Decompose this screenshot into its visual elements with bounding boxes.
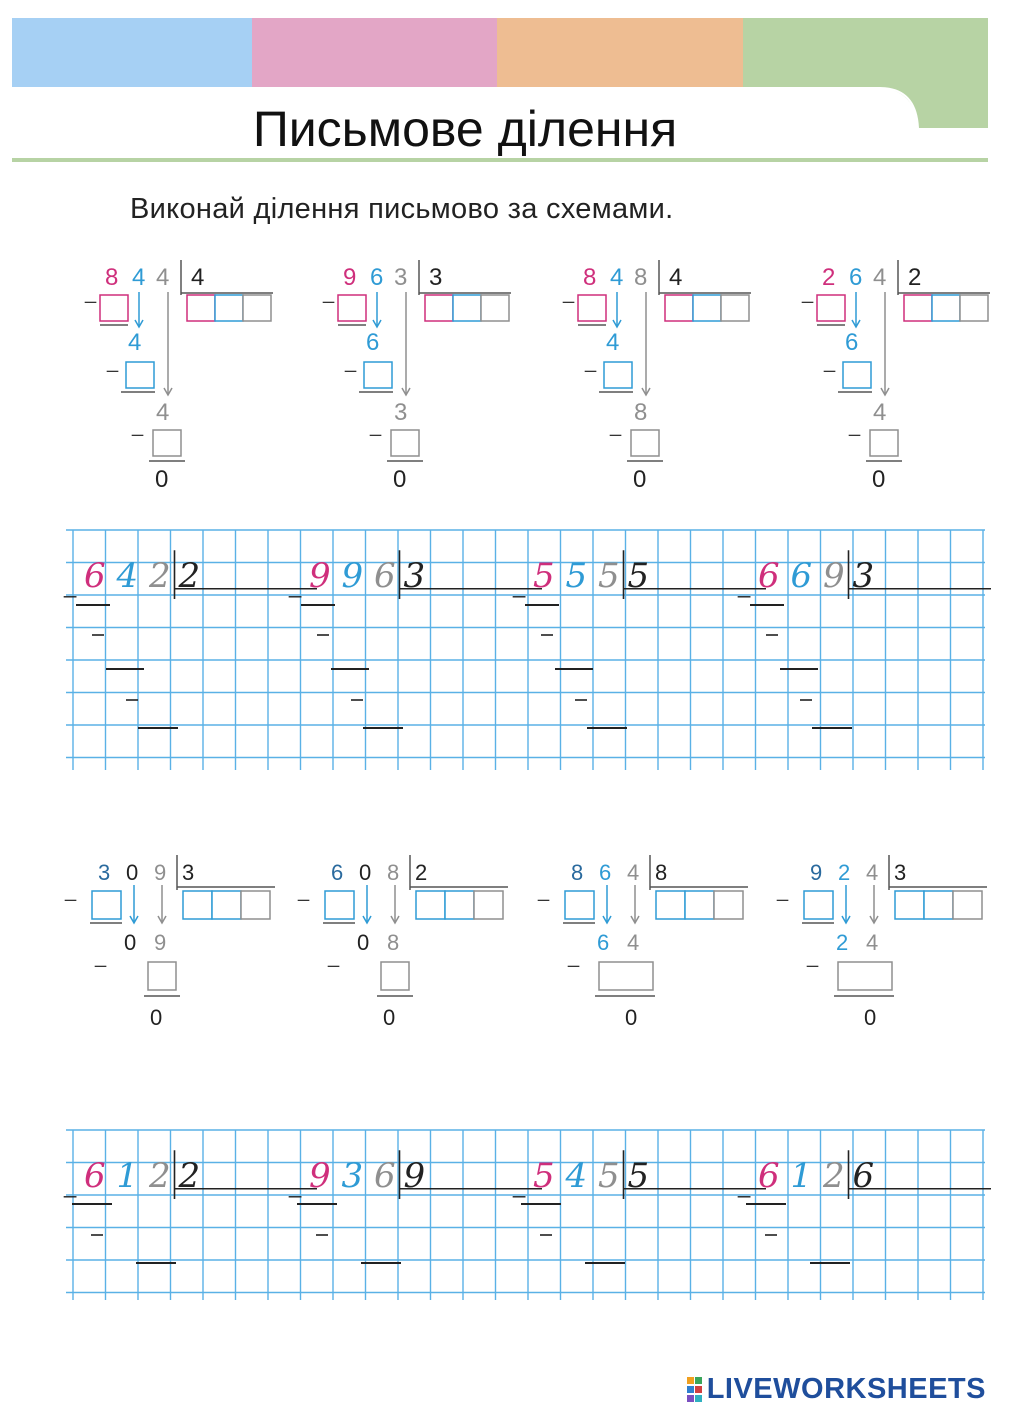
quotient-box-2[interactable] (685, 891, 714, 919)
quotient-box-2[interactable] (453, 295, 481, 321)
remainder: 0 (864, 1005, 877, 1030)
liveworksheets-badge-icon (687, 1375, 703, 1405)
divisor: 5 (627, 1155, 650, 1196)
dividend-digit-3: 5 (598, 1155, 620, 1196)
arrow-down-icon (158, 885, 166, 923)
dividend-digit-2: 6 (790, 555, 813, 596)
minus-sign: _ (64, 572, 77, 598)
handwritten-division (288, 550, 542, 728)
dividend-digit-1: 6 (758, 1155, 780, 1196)
product-box-1[interactable] (804, 891, 833, 919)
minus-sign: _ (64, 1172, 77, 1198)
remainder-digit-1: 6 (597, 930, 610, 955)
divisor: 4 (191, 264, 205, 291)
arrow-down-icon (164, 292, 172, 395)
minus-sign-1: _ (563, 282, 575, 304)
dividend-digit-2: 4 (132, 264, 146, 291)
dividend-digit-3: 9 (823, 555, 845, 596)
remainder-digit-1: 0 (357, 930, 370, 955)
handwritten-division (512, 1150, 766, 1263)
minus-sign-1: _ (85, 282, 97, 304)
arrow-down-icon (852, 292, 860, 327)
quotient-box-2[interactable] (932, 295, 960, 321)
minus-sign: _ (513, 1172, 526, 1198)
dividend-digit-3: 5 (598, 555, 620, 596)
product-box-1[interactable] (817, 295, 845, 321)
divisor: 2 (415, 860, 428, 885)
quotient-box-1[interactable] (425, 295, 453, 321)
dividend-digit-3: 8 (634, 264, 648, 291)
division-scheme (323, 255, 533, 495)
product-box-1[interactable] (338, 295, 366, 321)
dividend-digit-1: 9 (343, 264, 357, 291)
minus-sign-3: _ (370, 415, 382, 437)
quotient-box-2[interactable] (445, 891, 474, 919)
product-box-3[interactable] (153, 430, 181, 456)
dividend-digit-3: 2 (823, 1155, 845, 1196)
handwritten-division (288, 1150, 542, 1263)
dividend-digit-1: 9 (810, 860, 823, 885)
divisor: 5 (627, 555, 650, 596)
quotient-box-2[interactable] (924, 891, 953, 919)
dividend-digit-1: 3 (98, 860, 111, 885)
product-box-2[interactable] (381, 962, 409, 990)
quotient-box-3[interactable] (243, 295, 271, 321)
dividend-digit-1: 8 (571, 860, 584, 885)
arrow-down-icon (842, 885, 850, 923)
minus-sign-2: _ (345, 351, 357, 373)
quotient-box-2[interactable] (693, 295, 721, 321)
page-title: Письмове ділення (252, 101, 678, 157)
divisor: 8 (655, 860, 668, 885)
remainder: 0 (872, 466, 886, 493)
grid-paper (0, 1130, 1000, 1320)
header-band-green (743, 18, 988, 88)
quotient-box-3[interactable] (714, 891, 743, 919)
division-scheme (65, 855, 280, 1035)
dividend-digit-2: 3 (341, 1155, 364, 1196)
divisor: 3 (429, 264, 443, 291)
divisor: 2 (178, 1155, 201, 1196)
divisor: 6 (852, 1155, 875, 1196)
carried-digit: 8 (634, 399, 648, 426)
division-scheme (802, 255, 1012, 495)
dividend-digit-3: 8 (387, 860, 400, 885)
product-box-2[interactable] (364, 362, 392, 388)
dividend-digit-1: 6 (331, 860, 344, 885)
remainder-digit-2: 4 (866, 930, 879, 955)
quotient-box-1[interactable] (183, 891, 212, 919)
product-box-1[interactable] (92, 891, 121, 919)
carried-digit: 6 (845, 329, 859, 356)
arrow-down-icon (130, 885, 138, 923)
dividend-digit-2: 6 (849, 264, 863, 291)
handwritten-division (737, 1150, 991, 1263)
minus-sign-1: _ (323, 282, 335, 304)
arrow-down-icon (373, 292, 381, 327)
quotient-box-3[interactable] (241, 891, 270, 919)
quotient-box-3[interactable] (474, 891, 503, 919)
division-scheme (777, 855, 992, 1035)
dividend-digit-2: 6 (599, 860, 612, 885)
dividend-digit-1: 5 (533, 555, 555, 596)
arrow-down-icon (870, 885, 878, 923)
dividend-digit-3: 3 (394, 264, 408, 291)
minus-sign-1: _ (802, 282, 814, 304)
dividend-digit-3: 2 (149, 555, 171, 596)
dividend-digit-1: 6 (758, 555, 780, 596)
dividend-digit-1: 8 (583, 264, 597, 291)
remainder-digit-2: 4 (627, 930, 640, 955)
dividend-digit-1: 5 (533, 1155, 555, 1196)
grid-paper (0, 530, 1000, 790)
product-box-3[interactable] (391, 430, 419, 456)
dividend-digit-3: 4 (866, 860, 879, 885)
product-box-2[interactable] (838, 962, 892, 990)
minus-sign-3: _ (849, 415, 861, 437)
minus-sign: _ (738, 1172, 751, 1198)
carried-digit: 6 (366, 329, 380, 356)
product-box-2[interactable] (148, 962, 176, 990)
dividend-digit-1: 6 (84, 555, 106, 596)
minus-sign-1: _ (65, 880, 77, 902)
carried-digit: 3 (394, 399, 408, 426)
quotient-box-1[interactable] (904, 295, 932, 321)
liveworksheets-logo (687, 1373, 986, 1406)
remainder: 0 (633, 466, 647, 493)
minus-sign-2: _ (585, 351, 597, 373)
dividend-digit-2: 4 (610, 264, 624, 291)
logo-text: LIVEWORKSHEETS (706, 1373, 986, 1405)
dividend-digit-3: 2 (149, 1155, 171, 1196)
divisor: 2 (178, 555, 201, 596)
quotient-box-1[interactable] (416, 891, 445, 919)
dividend-digit-3: 6 (374, 1155, 396, 1196)
header-band-pink (252, 18, 497, 88)
dividend-digit-3: 4 (156, 264, 170, 291)
dividend-digit-3: 4 (873, 264, 887, 291)
remainder-digit-2: 8 (387, 930, 400, 955)
arrow-down-icon (363, 885, 371, 923)
remainder: 0 (393, 466, 407, 493)
handwritten-division (737, 550, 991, 728)
header-band-orange (497, 18, 743, 88)
remainder-digit-1: 0 (124, 930, 137, 955)
minus-sign: _ (289, 572, 302, 598)
dividend-digit-2: 4 (565, 1155, 588, 1196)
divisor: 4 (669, 264, 683, 291)
quotient-box-3[interactable] (953, 891, 982, 919)
minus-sign-2: _ (107, 351, 119, 373)
handwritten-division (512, 550, 766, 728)
dividend-digit-2: 5 (565, 555, 588, 596)
remainder-digit-1: 2 (836, 930, 849, 955)
minus-sign-2: _ (807, 946, 819, 968)
division-scheme (298, 855, 513, 1035)
division-scheme (563, 255, 773, 495)
quotient-box-1[interactable] (895, 891, 924, 919)
carried-digit: 4 (873, 399, 887, 426)
header-band-blue (12, 18, 252, 88)
remainder: 0 (150, 1005, 163, 1030)
minus-sign: _ (289, 1172, 302, 1198)
remainder: 0 (625, 1005, 638, 1030)
minus-sign-3: _ (132, 415, 144, 437)
product-box-3[interactable] (870, 430, 898, 456)
carried-digit: 4 (606, 329, 620, 356)
dividend-digit-2: 2 (838, 860, 851, 885)
quotient-box-2[interactable] (215, 295, 243, 321)
product-box-1[interactable] (100, 295, 128, 321)
handwritten-division (63, 550, 317, 728)
minus-sign-1: _ (777, 880, 789, 902)
divisor: 9 (403, 1155, 426, 1196)
arrow-down-icon (881, 292, 889, 395)
carried-digit: 4 (156, 399, 170, 426)
dividend-digit-3: 9 (154, 860, 167, 885)
dividend-digit-2: 1 (790, 1155, 813, 1196)
divisor: 3 (403, 555, 426, 596)
remainder-digit-2: 9 (154, 930, 167, 955)
product-box-1[interactable] (578, 295, 606, 321)
carried-digit: 4 (128, 329, 142, 356)
instruction-text: Виконай ділення письмово за схемами. (130, 193, 674, 225)
division-scheme (538, 855, 753, 1035)
dividend-digit-1: 8 (105, 264, 119, 291)
minus-sign-2: _ (568, 946, 580, 968)
minus-sign-1: _ (538, 880, 550, 902)
product-box-2[interactable] (604, 362, 632, 388)
dividend-digit-1: 6 (84, 1155, 106, 1196)
minus-sign-2: _ (824, 351, 836, 373)
divisor: 3 (182, 860, 195, 885)
divisor: 3 (894, 860, 907, 885)
product-box-2[interactable] (599, 962, 653, 990)
minus-sign: _ (738, 572, 751, 598)
product-box-2[interactable] (843, 362, 871, 388)
arrow-down-icon (391, 885, 399, 923)
arrow-down-icon (135, 292, 143, 327)
remainder: 0 (155, 466, 169, 493)
dividend-digit-2: 0 (126, 860, 139, 885)
handwritten-division (63, 1150, 317, 1263)
divisor: 3 (852, 555, 875, 596)
quotient-box-3[interactable] (481, 295, 509, 321)
minus-sign-2: _ (95, 946, 107, 968)
quotient-box-3[interactable] (960, 295, 988, 321)
minus-sign-3: _ (610, 415, 622, 437)
dividend-digit-1: 9 (309, 1155, 331, 1196)
minus-sign-1: _ (298, 880, 310, 902)
arrow-down-icon (402, 292, 410, 395)
dividend-digit-1: 2 (822, 264, 836, 291)
dividend-digit-3: 4 (627, 860, 640, 885)
quotient-box-1[interactable] (665, 295, 693, 321)
product-box-1[interactable] (325, 891, 354, 919)
arrow-down-icon (642, 292, 650, 395)
product-box-2[interactable] (126, 362, 154, 388)
quotient-box-3[interactable] (721, 295, 749, 321)
product-box-3[interactable] (631, 430, 659, 456)
dividend-digit-2: 9 (341, 555, 364, 596)
minus-sign-2: _ (328, 946, 340, 968)
product-box-1[interactable] (565, 891, 594, 919)
quotient-box-1[interactable] (187, 295, 215, 321)
dividend-digit-2: 4 (116, 555, 139, 596)
dividend-digit-2: 6 (370, 264, 384, 291)
dividend-digit-2: 1 (116, 1155, 139, 1196)
division-scheme (85, 255, 295, 495)
quotient-box-2[interactable] (212, 891, 241, 919)
remainder: 0 (383, 1005, 396, 1030)
arrow-down-icon (603, 885, 611, 923)
divisor: 2 (908, 264, 922, 291)
dividend-digit-3: 6 (374, 555, 396, 596)
minus-sign: _ (513, 572, 526, 598)
dividend-digit-1: 9 (309, 555, 331, 596)
dividend-digit-2: 0 (359, 860, 372, 885)
arrow-down-icon (631, 885, 639, 923)
arrow-down-icon (613, 292, 621, 327)
quotient-box-1[interactable] (656, 891, 685, 919)
